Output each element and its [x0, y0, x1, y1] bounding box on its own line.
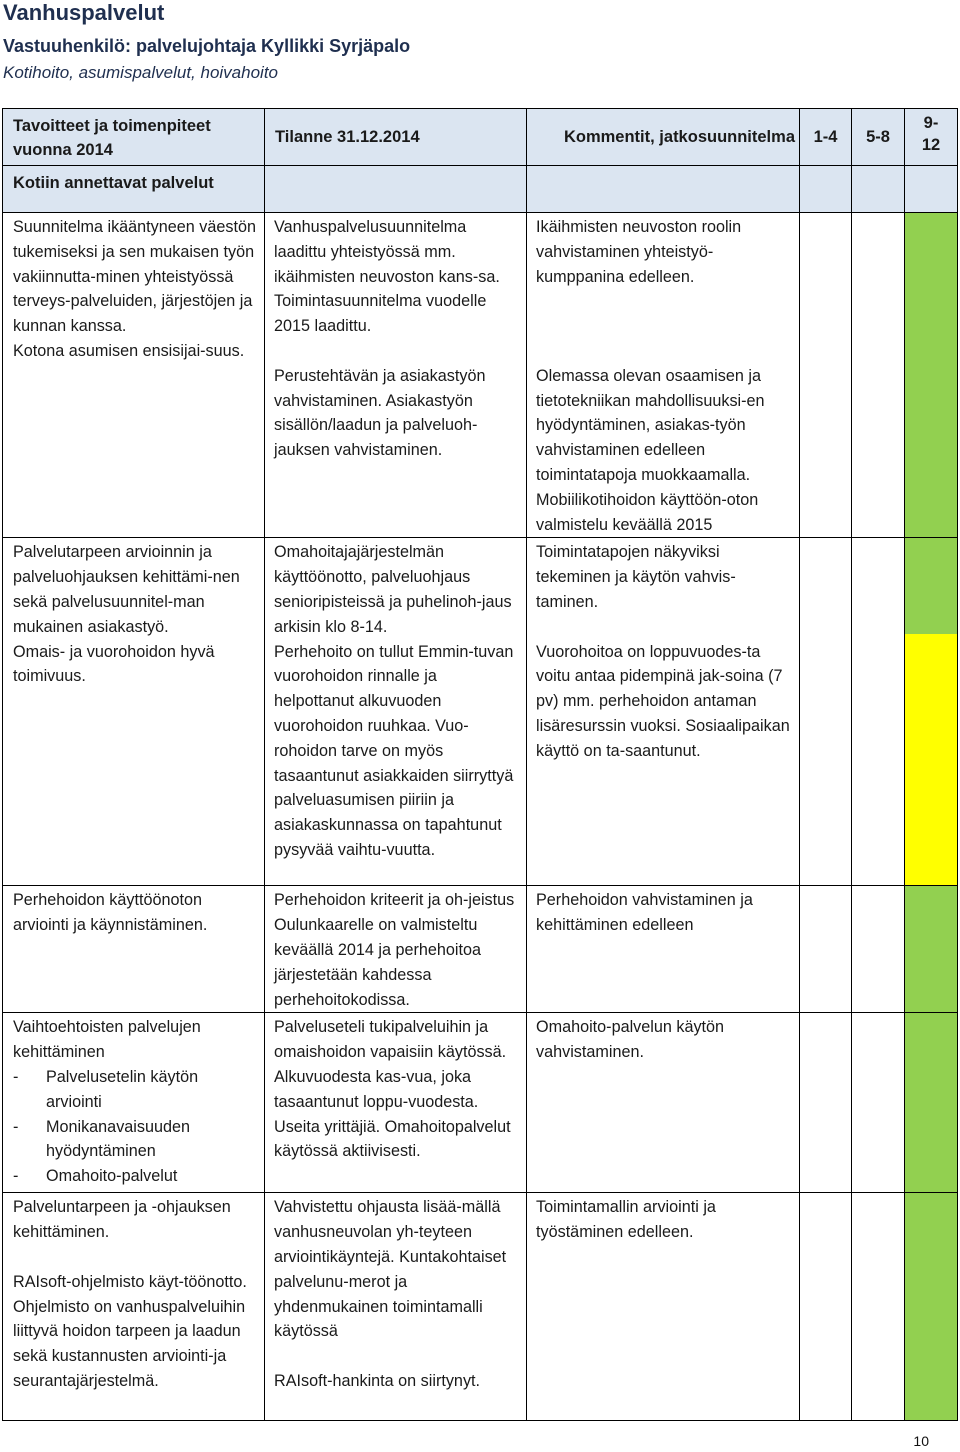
page-title: Vanhuspalvelut	[3, 0, 165, 25]
plan-table	[2, 108, 958, 1421]
goal-text: Palveluntarpeen ja -ohjauksen kehittäminen. RAIsoft-ohjelmisto käyt-töönotto. Ohjelmisto on vanhuspalveluihin liittyvä hoidon tarpeen ja laadun sekä kustannusten arviointi-ja seurantajärjestelmä.	[13, 1198, 247, 1390]
status-cell-yellow	[905, 634, 957, 885]
goal-list-item: - Palvelusetelin käytön arviointi	[13, 1067, 199, 1111]
table-row	[3, 1193, 958, 1421]
header-status: Tilanne 31.12.2014	[265, 109, 527, 166]
comment-text: Ikäihmisten neuvoston roolin vahvistaminen yhteistyö-kumppanina edelleen. Olemassa olevan osaamisen ja tietotekniikan mahdollisuuksi-en hyödyntäminen, asiakas-työn vahvistaminen edelleen toimintatapoja muokkaamalla. Mobiilikotihoidon käyttöön-oton valmistelu keväällä 2015	[536, 218, 765, 534]
header-comments: Kommentit, jatkosuunnitelma	[527, 109, 800, 166]
table-header-row	[3, 109, 958, 166]
section-row	[3, 166, 958, 213]
status-cell-green	[905, 213, 958, 538]
service-areas: Kotihoito, asumispalvelut, hoivahoito	[3, 63, 278, 82]
section-title: Kotiin annettavat palvelut	[3, 166, 265, 213]
goal-list-item: - Omahoito-palvelut	[13, 1167, 178, 1186]
page-number: 10	[913, 1433, 929, 1449]
status-cell-green	[905, 1013, 958, 1193]
table-row	[3, 538, 958, 886]
comment-text: Toimintatapojen näkyviksi tekeminen ja käytön vahvis-taminen. Vuorohoitoa on loppuvuodes-ta voitu antaa pidempinä jak-soina (7 pv) mm. perhehoidon antaman lisäresurssin vuoksi. Sosiaalipaikan käyttö on ta-saantunut.	[536, 543, 790, 760]
comment-text: Omahoito-palvelun käytön vahvistaminen.	[536, 1018, 725, 1062]
responsible-person: Vastuuhenkilö: palvelujohtaja Kyllikki Syrjäpalo	[3, 36, 411, 56]
status-cell-green	[905, 538, 957, 634]
table-row	[3, 213, 958, 538]
status-text: Vanhuspalvelusuunnitelma laadittu yhteistyössä mm. ikäihmisten neuvoston kans-sa. Toimintasuunnitelma vuodelle 2015 laadittu. Perustehtävän ja asiakastyön vahvistaminen. Asiakastyön sisällön/laadun ja palveluoh-jauksen vahvistaminen.	[274, 218, 500, 460]
status-text: Palveluseteli tukipalveluihin ja omaishoidon vapaisiin käytössä. Alkuvuodesta kas-vua, joka tasaantunut loppu-vuodesta. Useita yrittäjiä. Omahoitopalvelut käytössä aktiivisesti.	[274, 1018, 511, 1161]
status-cell-green	[905, 886, 958, 1013]
goal-text: Perhehoidon käyttöönoton arviointi ja käynnistäminen.	[13, 891, 208, 935]
goal-text: Palvelutarpeen arvioinnin ja palveluohjauksen kehittämi-nen sekä palvelusuunnitel-man mukainen asiakastyö. Omais- ja vuorohoidon hyvä toimivuus.	[13, 543, 240, 686]
table-row	[3, 886, 958, 1013]
comment-text: Perhehoidon vahvistaminen ja kehittäminen edelleen	[536, 891, 753, 935]
status-text: Vahvistettu ohjausta lisää-mällä vanhusneuvolan yh-teyteen arviointikäyntejä. Kuntakohtaiset palvelunu-merot ja yhdenmukainen toimintamalli käytössä RAIsoft-hankinta on siirtynyt.	[274, 1198, 507, 1390]
header-q3: 9- 12	[905, 109, 958, 166]
table-row	[3, 1013, 958, 1193]
goal-text: Vaihtoehtoisten palvelujen kehittäminen	[13, 1018, 201, 1062]
header-q1: 1-4	[800, 109, 852, 166]
status-cell-green	[905, 1193, 958, 1421]
header-q2: 5-8	[852, 109, 905, 166]
goal-list-item: - Monikanavaisuuden hyödyntäminen	[13, 1117, 190, 1161]
status-text: Omahoitajajärjestelmän käyttöönotto, palveluohjaus senioripisteissä ja puhelinoh-jaus arkisin klo 8-14. Perhehoito on tullut Emmin-tuvan vuorohoidon rinnalle ja helpottanut alkuvuoden vuorohoidon ruuhkaa. Vuo-rohoidon tarve on myös tasaantunut asiakkaiden siirryttyä palveluasumisen piiriin ja asiakaskunnassa on tapahtunut pysyvää vaihtu-vuutta.	[274, 543, 514, 859]
status-text: Perhehoidon kriteerit ja oh-jeistus Oulunkaarelle on valmisteltu keväällä 2014 ja perhehoitoa järjestetään kahdessa perhehoitokodissa.	[274, 891, 515, 1009]
goal-text: Suunnitelma ikääntyneen väestön tukemiseksi ja sen mukaisen työn vakiinnutta-minen yhteistyössä terveys-palveluiden, järjestöjen ja kunnan kanssa. Kotona asumisen ensisijai-suus.	[13, 218, 256, 360]
comment-text: Toimintamallin arviointi ja työstäminen edelleen.	[536, 1198, 716, 1242]
header-goals: Tavoitteet ja toimenpiteet vuonna 2014	[3, 109, 265, 166]
